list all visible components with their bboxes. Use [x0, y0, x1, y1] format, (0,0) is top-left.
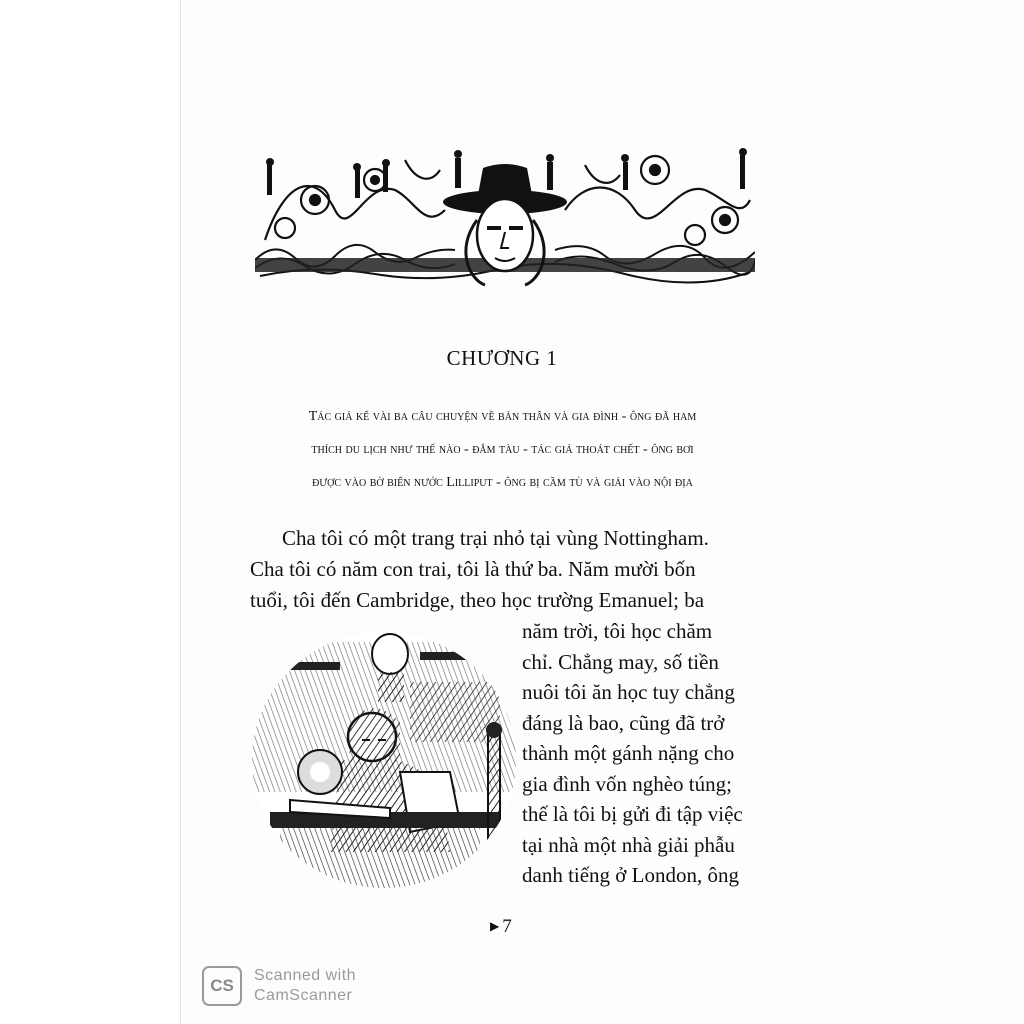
watermark-line: CamScanner	[254, 987, 353, 1004]
body-text-column	[522, 616, 762, 891]
body-text-full-width	[250, 523, 760, 617]
scholar-illustration	[250, 622, 518, 890]
header-ornament	[255, 140, 755, 290]
body-line: Cha tôi có một trang trại nhỏ tại vùng Nottingham.	[282, 526, 709, 550]
body-line: tại nhà một nhà giải phẫu	[522, 832, 735, 857]
page-number-value: 7	[502, 916, 512, 937]
summary-line: thích du lịch như thế nào - đắm tàu - tác giả thoát chết - ông bơi	[311, 442, 694, 457]
body-line: năm trời, tôi học chăm	[522, 619, 713, 643]
body-line: thành một gánh nặng cho	[522, 741, 735, 765]
body-line: Cha tôi có năm con trai, tôi là thứ ba. Năm mười bốn	[250, 557, 696, 582]
watermark-line: Scanned with	[254, 967, 357, 984]
body-line: danh tiếng ở London, ông	[522, 863, 739, 887]
summary-line: được vào bờ biển nước Lilliput - ông bị cầm tù và giải vào nội địa	[312, 475, 693, 490]
triangle-right-icon: ▶	[490, 919, 500, 933]
scan-watermark	[254, 966, 356, 1006]
body-line: đáng là bao, cũng đã trở	[522, 710, 725, 735]
camscanner-logo: CS	[202, 966, 242, 1006]
body-line: chỉ. Chẳng may, số tiền	[522, 649, 719, 674]
page-number	[490, 916, 512, 938]
body-line: thế là tôi bị gửi đi tập việc	[522, 802, 743, 826]
summary-line: Tác giả kể vài ba câu chuyện về bản thân và gia đình - ông đã ham	[308, 409, 697, 424]
chapter-title: CHƯƠNG 1	[446, 346, 558, 370]
chapter-summary	[250, 400, 755, 499]
body-line: tuổi, tôi đến Cambridge, theo học trường Emanuel; ba	[250, 588, 705, 613]
body-line: gia đình vốn nghèo túng;	[522, 771, 732, 796]
body-line: nuôi tôi ăn học tuy chẳng	[522, 680, 735, 704]
